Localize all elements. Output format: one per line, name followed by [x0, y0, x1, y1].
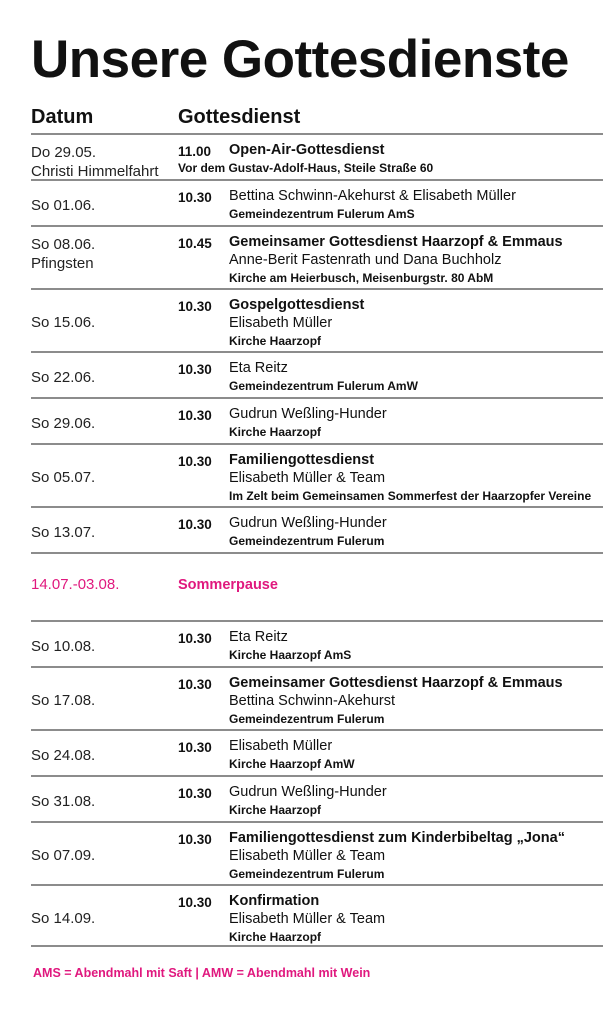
time-label: 10.30: [178, 454, 212, 469]
pause-date: 14.07.-03.08.: [31, 576, 120, 593]
column-header-service: Gottesdienst: [178, 106, 301, 128]
service-details: [229, 829, 603, 884]
service-leader: Bettina Schwinn-Akehurst: [229, 693, 396, 709]
time-label: 10.45: [178, 236, 212, 251]
table-row: [31, 729, 603, 775]
service-details: [229, 187, 603, 224]
service-title: Familiengottesdienst zum Kinderbibeltag „Jona“: [229, 830, 565, 846]
service-location: Kirche Haarzopf AmS: [229, 648, 352, 662]
service-leader: Elisabeth Müller: [229, 315, 333, 331]
table-row: [31, 288, 603, 351]
date-label: So 13.07.: [31, 523, 96, 541]
time-label: 11.00: [178, 144, 212, 159]
table-row: [31, 775, 603, 821]
date-cell: [31, 235, 95, 273]
column-header-date: Datum: [31, 106, 94, 128]
service-location: Gemeindezentrum Fulerum AmS: [229, 207, 415, 221]
service-location: Kirche Haarzopf AmW: [229, 757, 355, 771]
date-cell: [31, 909, 95, 928]
pause-label: Sommerpause: [178, 577, 278, 593]
table-row: [31, 179, 603, 225]
time-label: 10.30: [178, 895, 212, 910]
table-row: [31, 666, 603, 729]
service-details: [178, 141, 603, 178]
date-cell: [31, 746, 95, 765]
service-leader: Gudrun Weßling-Hunder: [229, 784, 387, 800]
date-label: So 08.06.: [31, 236, 96, 253]
service-leader: Elisabeth Müller & Team: [229, 470, 386, 486]
service-location: Kirche Haarzopf: [229, 803, 322, 817]
time-label: 10.30: [178, 677, 212, 692]
table-row: [31, 225, 603, 288]
date-cell: [31, 523, 95, 542]
service-details: [229, 674, 603, 729]
time-label: 10.30: [178, 190, 212, 205]
service-title: Open-Air-Gottesdienst: [229, 142, 385, 158]
service-location: Vor dem Gustav-Adolf-Haus, Steile Straße 60: [178, 161, 434, 175]
service-leader: Gudrun Weßling-Hunder: [229, 406, 387, 422]
table-row: [31, 821, 603, 884]
date-cell: [31, 792, 95, 811]
date-cell: [31, 368, 95, 387]
date-cell: [31, 143, 159, 181]
table-row: [31, 351, 603, 397]
service-details: [229, 628, 603, 665]
date-cell: [31, 414, 95, 433]
service-schedule: [31, 133, 603, 947]
service-leader: Elisabeth Müller & Team: [229, 911, 386, 927]
date-label: So 10.08.: [31, 637, 96, 655]
service-title: Gemeinsamer Gottesdienst Haarzopf & Emmaus: [229, 234, 563, 250]
table-row: [31, 620, 603, 666]
date-label: So 31.08.: [31, 792, 96, 810]
date-cell: [31, 846, 95, 865]
service-title: Gemeinsamer Gottesdienst Haarzopf & Emmaus: [229, 675, 563, 691]
date-label: So 17.08.: [31, 692, 96, 709]
service-details: [229, 783, 603, 820]
time-label: 10.30: [178, 832, 212, 847]
service-details: [229, 405, 603, 442]
date-label: So 15.06.: [31, 314, 96, 331]
service-location: Gemeindezentrum Fulerum: [229, 867, 385, 881]
service-leader: Bettina Schwinn-Akehurst & Elisabeth Müller: [229, 188, 516, 204]
date-cell: [31, 468, 95, 487]
date-label: So 29.06.: [31, 414, 96, 432]
service-details: [229, 451, 603, 506]
date-cell: [31, 313, 95, 332]
date-label: So 05.07.: [31, 469, 96, 486]
date-label: So 22.06.: [31, 368, 96, 386]
table-row: [31, 397, 603, 443]
date-cell: [31, 637, 95, 656]
date-cell: [31, 196, 95, 215]
service-title: Familiengottesdienst: [229, 452, 375, 468]
date-label: So 07.09.: [31, 847, 96, 864]
date-cell: [31, 691, 95, 710]
service-details: [229, 233, 603, 288]
time-label: 10.30: [178, 740, 212, 755]
service-leader: Elisabeth Müller & Team: [229, 848, 386, 864]
service-leader: Eta Reitz: [229, 629, 288, 645]
time-label: 10.30: [178, 786, 212, 801]
time-label: 10.30: [178, 631, 212, 646]
service-details: [229, 737, 603, 774]
table-row: [31, 506, 603, 552]
date-label: So 01.06.: [31, 196, 96, 214]
time-label: 10.30: [178, 408, 212, 423]
service-location: Kirche Haarzopf: [229, 334, 322, 348]
service-location: Gemeindezentrum Fulerum: [229, 712, 385, 726]
summer-pause-row: [31, 552, 603, 620]
table-row: [31, 884, 603, 947]
date-note: Christi Himmelfahrt: [31, 163, 159, 180]
service-details: [229, 359, 603, 396]
legend-note: AMS = Abendmahl mit Saft | AMW = Abendmahl mit Wein: [33, 966, 371, 980]
service-location: Gemeindezentrum Fulerum AmW: [229, 379, 418, 393]
date-note: Pfingsten: [31, 255, 94, 272]
date-label: So 24.08.: [31, 746, 96, 764]
date-label: So 14.09.: [31, 910, 96, 927]
table-row: [31, 443, 603, 506]
service-details: [229, 296, 603, 351]
time-label: 10.30: [178, 299, 212, 314]
service-leader: Elisabeth Müller: [229, 738, 333, 754]
table-header: [31, 106, 603, 128]
time-label: 10.30: [178, 362, 212, 377]
service-title: Gospelgottesdienst: [229, 297, 365, 313]
page-title: Unsere Gottesdienste: [31, 30, 569, 89]
service-title: Konfirmation: [229, 893, 320, 909]
service-leader: Gudrun Weßling-Hunder: [229, 515, 387, 531]
service-location: Kirche Haarzopf: [229, 425, 322, 439]
service-details: [229, 514, 603, 551]
table-row: [31, 133, 603, 179]
date-label: Do 29.05.: [31, 144, 97, 161]
service-leader: Anne-Berit Fastenrath und Dana Buchholz: [229, 252, 502, 268]
service-details: [229, 892, 603, 947]
time-label: 10.30: [178, 517, 212, 532]
service-location: Im Zelt beim Gemeinsamen Sommerfest der Haarzopfer Vereine: [229, 489, 592, 503]
service-leader: Eta Reitz: [229, 360, 288, 376]
service-location: Kirche am Heierbusch, Meisenburgstr. 80 AbM: [229, 271, 494, 285]
service-location: Gemeindezentrum Fulerum: [229, 534, 385, 548]
service-location: Kirche Haarzopf: [229, 930, 322, 944]
